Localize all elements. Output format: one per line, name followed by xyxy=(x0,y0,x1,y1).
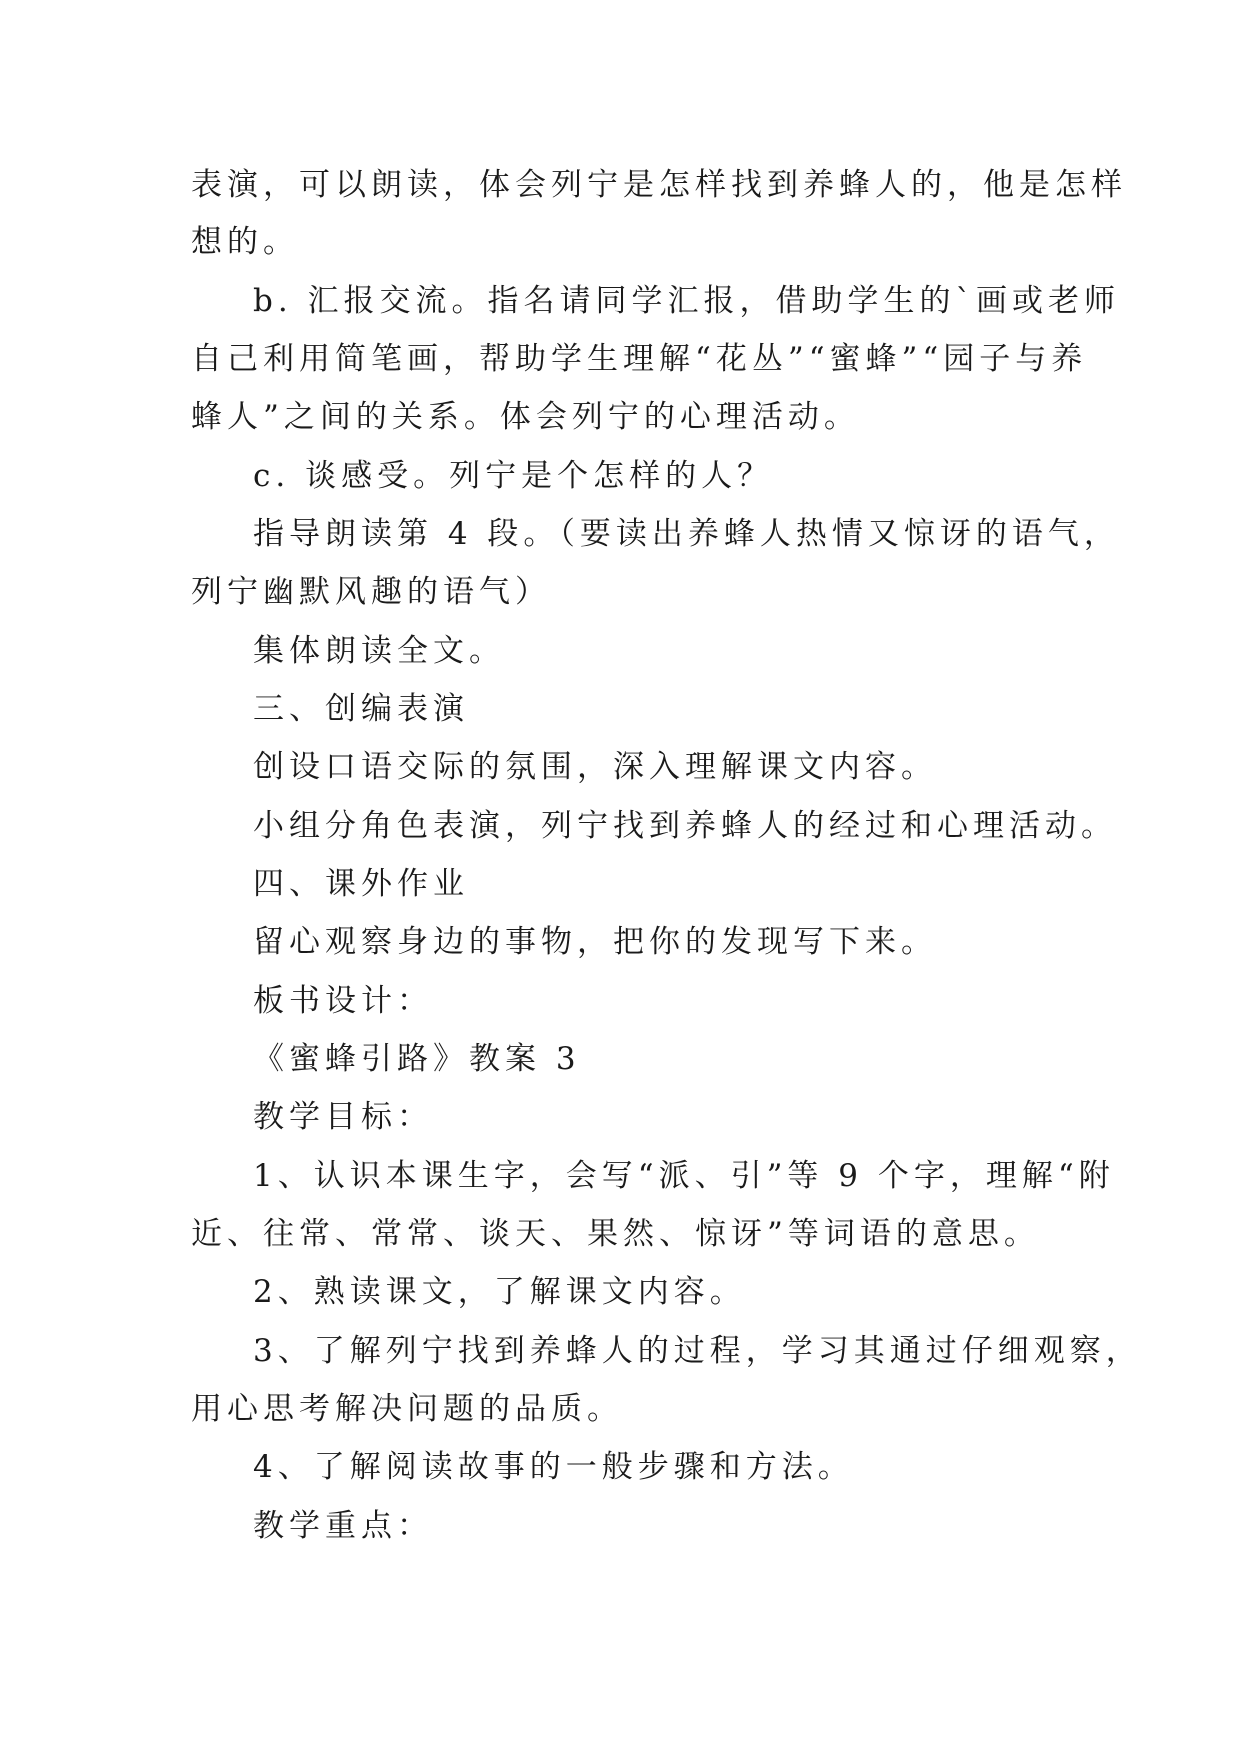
text-line: 板书设计： xyxy=(253,983,433,1019)
text-line: 想的。 xyxy=(191,224,299,260)
section-heading: 四、课外作业 xyxy=(253,866,469,902)
text-line: 3、了解列宁找到养蜂人的过程，学习其通过仔细观察， xyxy=(253,1333,1142,1369)
text-line: 留心观察身边的事物，把你的发现写下来。 xyxy=(253,924,937,960)
lesson-title: 《蜜蜂引路》教案 3 xyxy=(253,1041,581,1077)
text-line: 4、了解阅读故事的一般步骤和方法。 xyxy=(253,1449,854,1485)
section-heading: 教学重点： xyxy=(253,1508,433,1544)
text-line: 用心思考解决问题的品质。 xyxy=(191,1391,623,1427)
text-line: 蜂人”之间的关系。体会列宁的心理活动。 xyxy=(191,399,860,435)
text-line: 近、往常、常常、谈天、果然、惊讶”等词语的意思。 xyxy=(191,1216,1040,1252)
text-line: 列宁幽默风趣的语气） xyxy=(191,574,551,610)
section-heading: 三、创编表演 xyxy=(253,691,469,727)
text-line: 1、认识本课生字，会写“派、引”等 9 个字，理解“附 xyxy=(253,1158,1115,1194)
text-line: c. 谈感受。列宁是个怎样的人？ xyxy=(253,458,774,494)
text-line: b. 汇报交流。指名请同学汇报，借助学生的`画或老师 xyxy=(253,283,1121,319)
section-heading: 教学目标： xyxy=(253,1099,433,1135)
text-line: 集体朗读全文。 xyxy=(253,633,505,669)
text-line: 指导朗读第 4 段。（要读出养蜂人热情又惊讶的语气， xyxy=(253,516,1120,552)
text-line: 自己利用简笔画，帮助学生理解“花丛”“蜜蜂”“园子与养 xyxy=(191,341,1088,377)
text-line: 小组分角色表演，列宁找到养蜂人的经过和心理活动。 xyxy=(253,808,1117,844)
text-line: 创设口语交际的氛围，深入理解课文内容。 xyxy=(253,749,937,785)
text-line: 2、熟读课文，了解课文内容。 xyxy=(253,1274,746,1310)
text-line: 表演，可以朗读，体会列宁是怎样找到养蜂人的，他是怎样 xyxy=(191,167,1127,203)
